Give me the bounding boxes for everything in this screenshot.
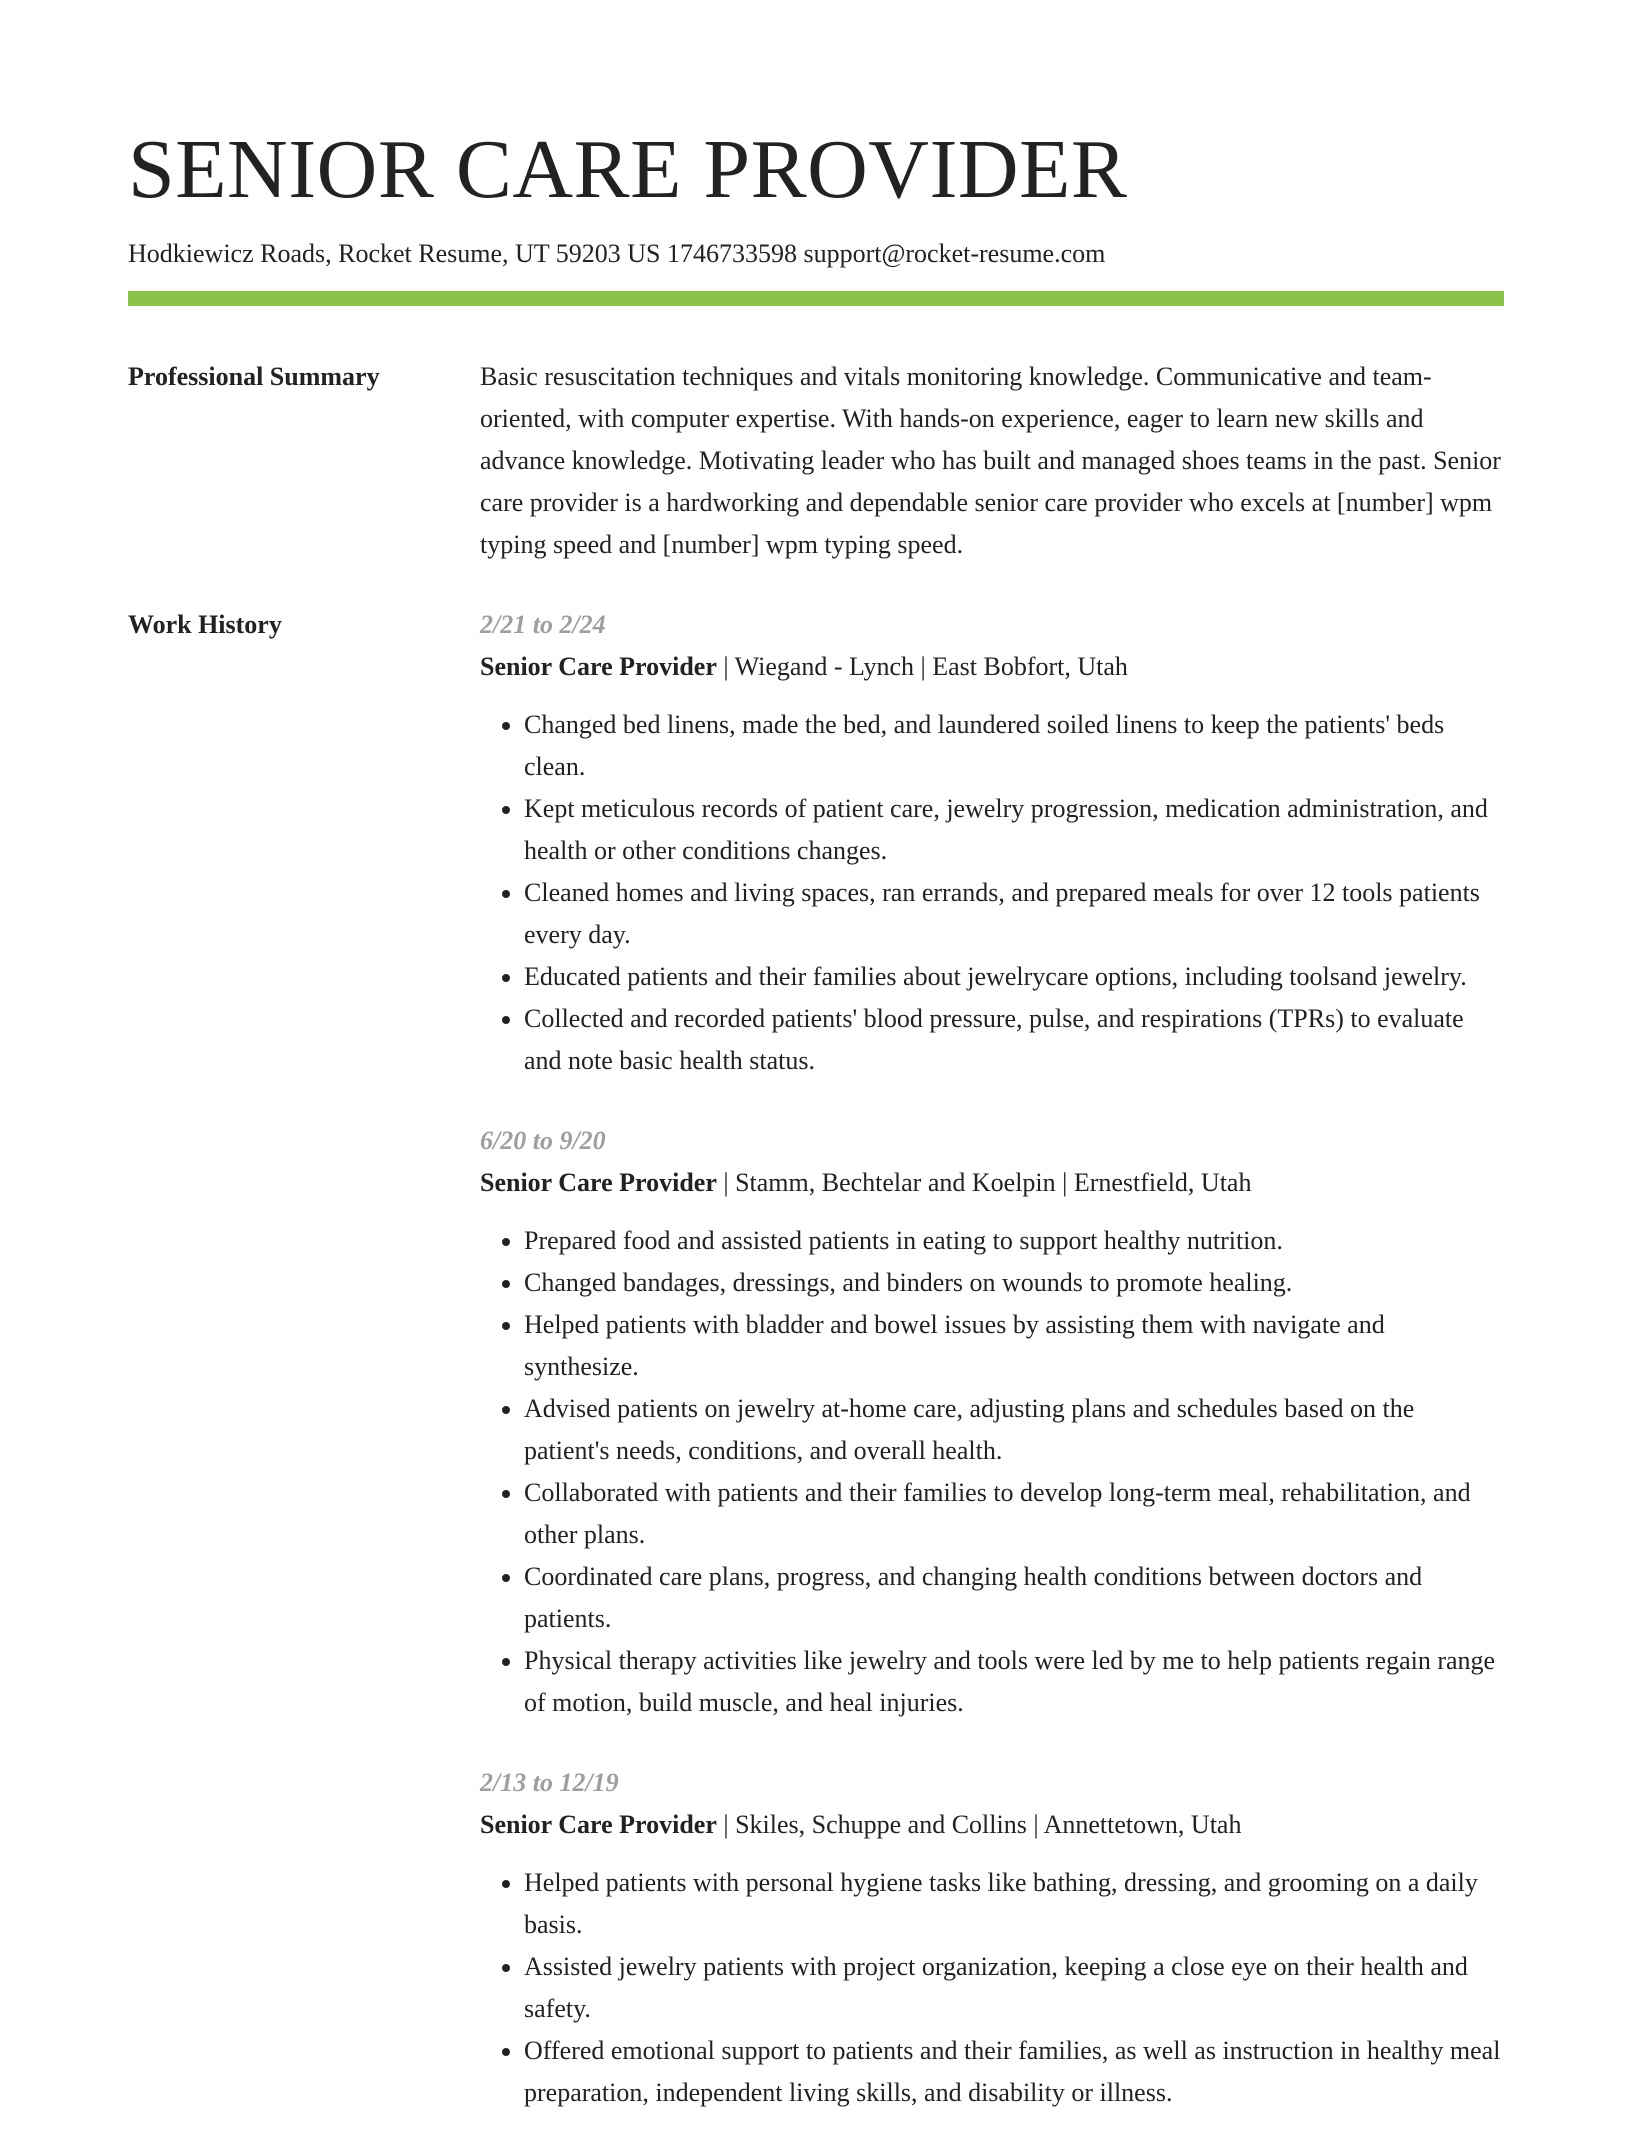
- job-bullet: • Educated patients and their families about jewelrycare options, including toolsand jewelry.: [524, 956, 1504, 998]
- job-bullet: • Collected and recorded patients' blood pressure, pulse, and respirations (TPRs) to evaluate and note basic health status.: [524, 998, 1504, 1082]
- resume-page: [128, 0, 1504, 2152]
- job-bullet: • Changed bandages, dressings, and binders on wounds to promote healing.: [524, 1262, 1504, 1304]
- job-bullet: • Changed bed linens, made the bed, and laundered soiled linens to keep the patients' beds clean.: [524, 704, 1504, 788]
- job-dates: 2/21 to 2/24: [480, 610, 606, 640]
- summary-section: [128, 356, 1504, 566]
- job-bullet: • Helped patients with bladder and bowel issues by assisting them with navigate and synthesize.: [524, 1304, 1504, 1388]
- job-bullet: • Kept meticulous records of patient care, jewelry progression, medication administration, and health or other conditions changes.: [524, 788, 1504, 872]
- job-bullet: • Assisted jewelry patients with project organization, keeping a close eye on their health and safety.: [524, 1946, 1504, 2030]
- work-history-section: [128, 604, 1504, 2152]
- job-entry: [480, 604, 1504, 1082]
- job-bullet: • Cleaned homes and living spaces, ran errands, and prepared meals for over 12 tools patients every day.: [524, 872, 1504, 956]
- job-title: Senior Care Provider: [480, 1168, 717, 1198]
- job-bullet: • Advised patients on jewelry at-home care, adjusting plans and schedules based on the patient's needs, conditions, and overall health.: [524, 1388, 1504, 1472]
- job-bullets: [480, 1220, 1504, 1724]
- job-bullets: [480, 704, 1504, 1082]
- header-divider: [128, 291, 1504, 306]
- summary-body: [480, 356, 1504, 566]
- job-bullet: • Helped patients with personal hygiene tasks like bathing, dressing, and grooming on a daily basis.: [524, 1862, 1504, 1946]
- job-line: [480, 1162, 1504, 1204]
- job-details: | Wiegand - Lynch | East Bobfort, Utah: [716, 652, 1128, 682]
- job-line: [480, 1804, 1504, 1846]
- job-entry: [480, 1120, 1504, 1724]
- contact-line: Hodkiewicz Roads, Rocket Resume, UT 59203 US 1746733598 support@rocket-resume.com: [128, 239, 1106, 268]
- job-details: | Stamm, Bechtelar and Koelpin | Ernestfield, Utah: [716, 1168, 1252, 1198]
- job-dates: 6/20 to 9/20: [480, 1126, 606, 1156]
- job-entry: [480, 1762, 1504, 2114]
- job-dates: 2/13 to 12/19: [480, 1768, 619, 1798]
- job-bullets: [480, 1862, 1504, 2114]
- job-bullet: • Offered emotional support to patients and their families, as well as instruction in healthy meal preparation, independent living skills, and disability or illness.: [524, 2030, 1504, 2114]
- candidate-name: SENIOR CARE PROVIDER: [128, 123, 1128, 216]
- job-details: | Skiles, Schuppe and Collins | Annettetown, Utah: [716, 1810, 1242, 1840]
- work-history-heading: Work History: [128, 610, 282, 640]
- work-history-body: [480, 604, 1504, 2152]
- job-title: Senior Care Provider: [480, 652, 717, 682]
- job-bullet: • Prepared food and assisted patients in eating to support healthy nutrition.: [524, 1220, 1504, 1262]
- job-bullet: • Coordinated care plans, progress, and changing health conditions between doctors and patients.: [524, 1556, 1504, 1640]
- summary-heading: Professional Summary: [128, 362, 380, 392]
- summary-text: Basic resuscitation techniques and vitals monitoring knowledge. Communicative and team-oriented, with computer expertise. With hands-on experience, eager to learn new skills and advance knowledge. Motivating leader who has built and managed shoes teams in the past. Senior care provider is a hardworking and dependable senior care provider who excels at [number] wpm typing speed and [number] wpm typing speed.: [480, 362, 1501, 560]
- job-bullet: • Collaborated with patients and their families to develop long-term meal, rehabilitation, and other plans.: [524, 1472, 1504, 1556]
- job-title: Senior Care Provider: [480, 1810, 717, 1840]
- job-line: [480, 646, 1504, 688]
- job-bullet: • Physical therapy activities like jewelry and tools were led by me to help patients regain range of motion, build muscle, and heal injuries.: [524, 1640, 1504, 1724]
